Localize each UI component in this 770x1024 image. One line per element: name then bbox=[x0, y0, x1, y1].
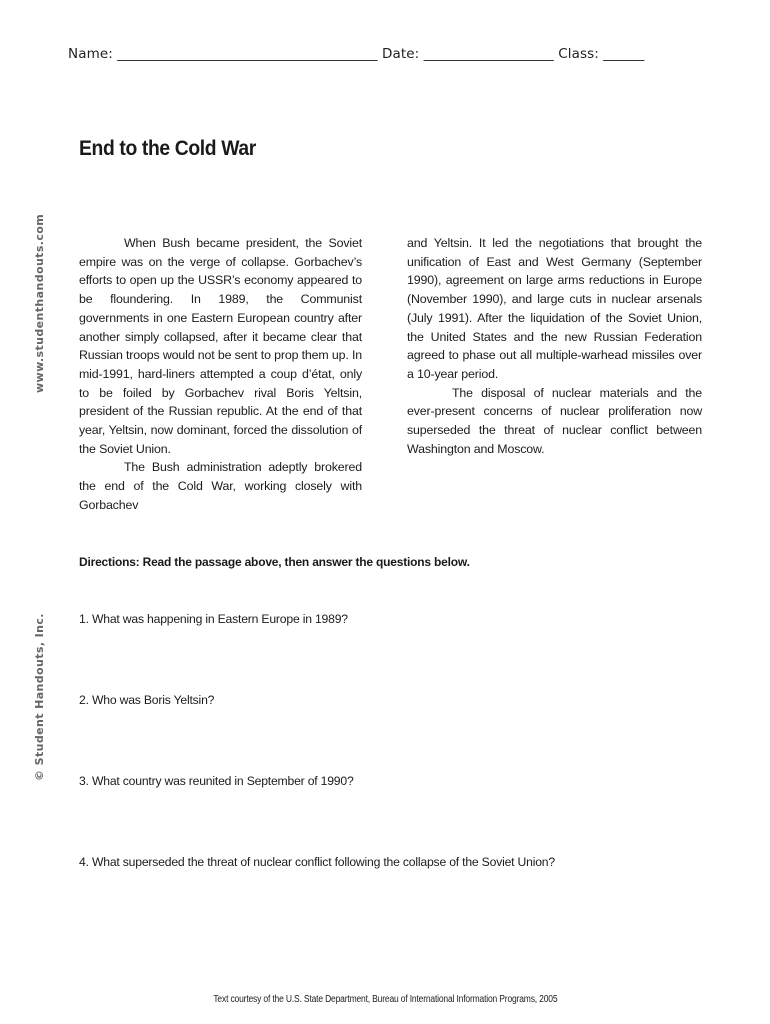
question-3: 3. What country was reunited in September of 1990? bbox=[79, 774, 354, 788]
directions-text: Directions: Read the passage above, then answer the questions below. bbox=[79, 555, 470, 569]
footer-credit bbox=[0, 994, 770, 1005]
side-copyright-text: © Student Handouts, Inc. bbox=[33, 613, 46, 781]
question-4: 4. What superseded the threat of nuclear conflict following the collapse of the Soviet Union? bbox=[79, 855, 555, 869]
passage-column-right bbox=[407, 234, 702, 458]
passage-column-left bbox=[79, 234, 362, 515]
page-title: End to the Cold War bbox=[79, 137, 256, 160]
passage-paragraph: and Yeltsin. It led the negotiations that brought the unification of East and West Germany (September 1990), agreement on large arms reductions in Europe (November 1990), and large cuts in nuclear arsenals (July 1991). After the liquidation of the Soviet Union, the United States and the new Russian Federation agreed to phase out all multiple-warhead missiles over a 10-year period. bbox=[407, 236, 702, 381]
side-url-text: www.studenthandouts.com bbox=[33, 213, 46, 393]
name-date-class-line: Name: ______________________________________ Date: ___________________ Class: ______ bbox=[68, 46, 645, 62]
passage-paragraph: When Bush became president, the Soviet empire was on the verge of collapse. Gorbachev’s efforts to open up the USSR’s economy appeared to be floundering. In 1989, the Communist governments in one Eastern European country after another simply collapsed, after it became clear that Russian troops would not be sent to prop them up. In mid-1991, hard-liners attempted a coup d’état, only to be foiled by Gorbachev rival Boris Yeltsin, president of the Russian republic. At the end of that year, Yeltsin, now dominant, forced the dissolution of the Soviet Union. bbox=[79, 236, 362, 456]
question-1: 1. What was happening in Eastern Europe in 1989? bbox=[79, 612, 348, 626]
footer-credit-text: Text courtesy of the U.S. State Department, Bureau of International Information Programs, 2005 bbox=[212, 994, 558, 1005]
passage-paragraph: The Bush administration adeptly brokered the end of the Cold War, working closely with Gorbachev bbox=[79, 460, 362, 512]
passage-paragraph: The disposal of nuclear materials and the ever-present concerns of nuclear proliferation now superseded the threat of nuclear conflict between Washington and Moscow. bbox=[407, 385, 702, 456]
question-2: 2. Who was Boris Yeltsin? bbox=[79, 693, 215, 707]
